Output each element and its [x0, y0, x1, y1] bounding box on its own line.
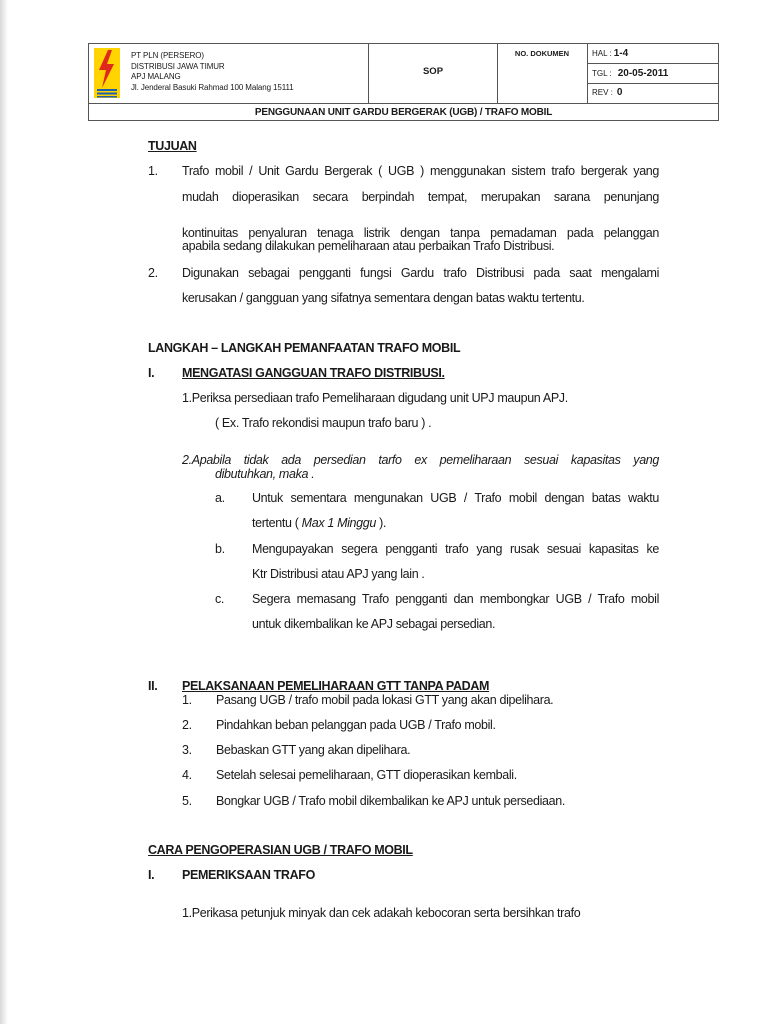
date-field — [592, 68, 668, 79]
org-line: APJ MALANG — [131, 72, 181, 81]
sub-item-label: a. — [215, 491, 225, 505]
step-text: 1.Periksa persediaan trafo Pemeliharaan digudang unit UPJ maupun APJ. — [182, 391, 568, 405]
section-title: PELAKSANAAN PEMELIHARAAN GTT TANPA PADAM — [182, 679, 490, 693]
list-number: 4. — [182, 768, 192, 782]
tujuan-item-2-line: Digunakan sebagai pengganti fungsi Gardu trafo Distribusi pada saat mengalami — [182, 266, 659, 280]
pln-logo-icon — [94, 48, 120, 98]
document-number-label: NO. DOKUMEN — [514, 49, 570, 58]
header-divider — [587, 83, 718, 84]
page-value: 1-4 — [613, 48, 629, 59]
list-number: 1. — [148, 164, 158, 178]
tujuan-item-1-line: Trafo mobil / Unit Gardu Bergerak ( UGB ) menggunakan sistem trafo bergerak yang — [182, 164, 659, 178]
header-divider — [89, 103, 718, 104]
step-text: dibutuhkan, maka . — [215, 467, 315, 481]
page-edge-shadow — [0, 0, 8, 1024]
sub-item-label: c. — [215, 592, 225, 606]
section-number: I. — [148, 868, 155, 882]
page-label: HAL : — [592, 49, 612, 58]
tujuan-item-1-line: apabila sedang dilakukan pemeliharaan atau perbaikan Trafo Distribusi. — [182, 239, 555, 253]
date-value: 20-05-2011 — [617, 68, 669, 79]
document-type: SOP — [422, 66, 444, 77]
document-title: PENGGUNAAN UNIT GARDU BERGERAK (UGB) / TRAFO MOBIL — [254, 107, 553, 118]
list-item: Bongkar UGB / Trafo mobil dikembalikan ke APJ untuk persediaan. — [216, 794, 565, 808]
header-divider — [587, 44, 588, 104]
date-label: TGL : — [592, 69, 612, 78]
tujuan-item-1-line: kontinuitas penyaluran tenaga listrik dengan tanpa pemadaman pada pelanggan — [182, 226, 659, 240]
org-line: PT PLN (PERSERO) — [131, 51, 204, 60]
section-number: I. — [148, 366, 155, 380]
sub-item-text-part: tertentu ( — [252, 516, 302, 530]
sub-item-text — [252, 516, 386, 531]
page-field — [592, 48, 628, 59]
list-item: Pasang UGB / trafo mobil pada lokasi GTT yang akan dipelihara. — [216, 693, 554, 707]
revision-value: 0 — [616, 87, 623, 98]
sub-item-text-part: ). — [375, 516, 387, 530]
sub-item-text: untuk dikembalikan ke APJ sebagai persedian. — [252, 617, 496, 631]
step-text: 1.Perikasa petunjuk minyak dan cek adakah kebocoran serta bersihkan trafo — [182, 906, 581, 920]
list-number: 3. — [182, 743, 192, 757]
sub-item-text: Untuk sementara mengunakan UGB / Trafo mobil dengan batas waktu — [252, 491, 659, 505]
cara-heading: CARA PENGOPERASIAN UGB / TRAFO MOBIL — [148, 843, 413, 857]
org-line: Jl. Jenderal Basuki Rahmad 100 Malang 15111 — [131, 82, 294, 92]
sub-item-emphasis: Max 1 Minggu — [301, 516, 376, 530]
list-number: 5. — [182, 794, 192, 808]
revision-field — [592, 87, 622, 98]
sub-item-text: Mengupayakan segera pengganti trafo yang rusak sesuai kapasitas ke — [252, 542, 659, 556]
sub-item-text: Segera memasang Trafo pengganti dan membongkar UGB / Trafo mobil — [252, 592, 659, 606]
document-header-table — [88, 43, 719, 121]
list-item: Bebaskan GTT yang akan dipelihara. — [216, 743, 411, 757]
section-title: MENGATASI GANGGUAN TRAFO DISTRIBUSI. — [182, 366, 445, 380]
sub-item-text: Ktr Distribusi atau APJ yang lain . — [252, 567, 425, 581]
list-number: 2. — [182, 718, 192, 732]
langkah-heading: LANGKAH – LANGKAH PEMANFAATAN TRAFO MOBIL — [148, 341, 461, 355]
list-number: 1. — [182, 693, 192, 707]
org-line: DISTRIBUSI JAWA TIMUR — [131, 61, 225, 71]
tujuan-item-1-line: mudah dioperasikan secara berpindah tempat, merupakan sarana penunjang — [182, 190, 659, 204]
section-title: PEMERIKSAAN TRAFO — [182, 868, 315, 882]
list-item: Setelah selesai pemeliharaan, GTT dioperasikan kembali. — [216, 768, 517, 782]
organization-info — [131, 51, 294, 93]
step-text: 2.Apabila tidak ada persedian tarfo ex pemeliharaan sesuai kapasitas yang — [182, 453, 659, 467]
header-divider — [587, 63, 718, 64]
section-number: II. — [148, 679, 158, 693]
list-number: 2. — [148, 266, 158, 280]
list-item: Pindahkan beban pelanggan pada UGB / Trafo mobil. — [216, 718, 496, 732]
revision-label: REV : — [592, 88, 613, 97]
tujuan-item-2-line: kerusakan / gangguan yang sifatnya sementara dengan batas waktu tertentu. — [182, 291, 585, 305]
step-note: ( Ex. Trafo rekondisi maupun trafo baru ) . — [215, 416, 432, 430]
sub-item-label: b. — [215, 542, 225, 556]
tujuan-heading: TUJUAN — [148, 139, 197, 153]
